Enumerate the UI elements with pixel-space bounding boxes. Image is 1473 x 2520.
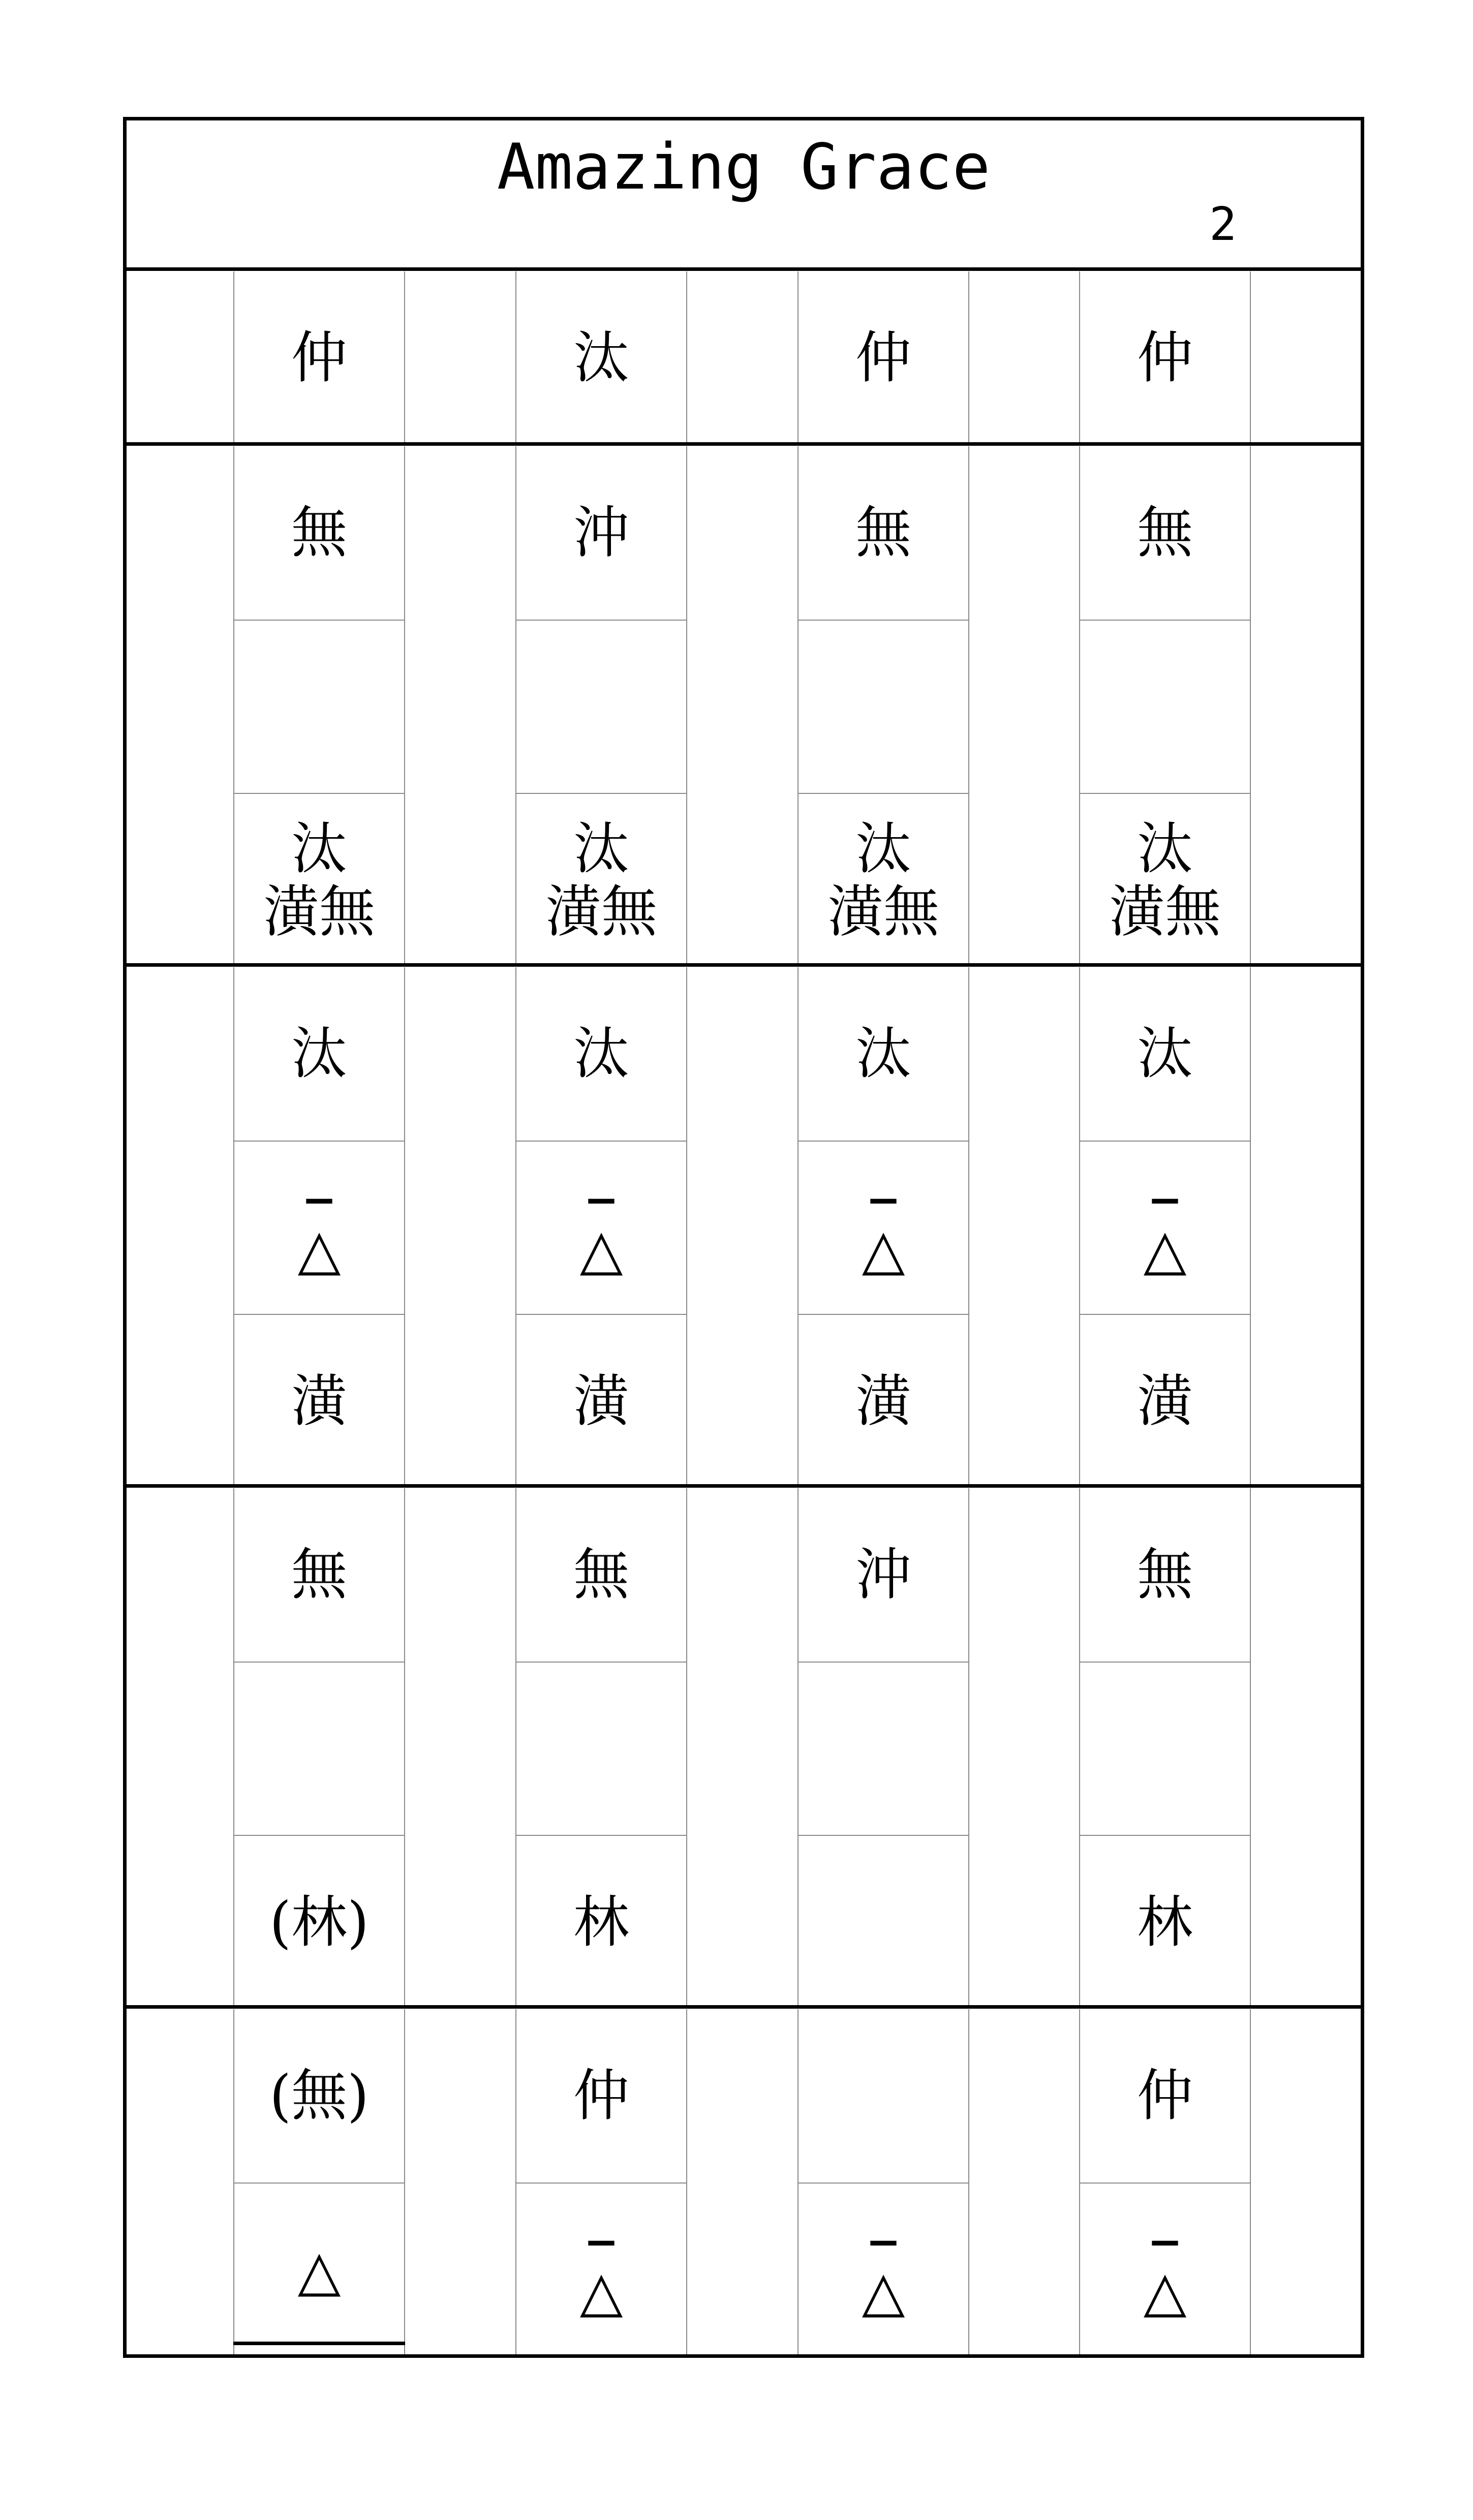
tab-glyph: 沖 [573, 500, 629, 565]
tab-cell [799, 1835, 968, 2009]
string-column [1079, 446, 1251, 963]
tab-glyph: 無 [291, 500, 347, 565]
tab-glyph: 林 [1137, 1889, 1193, 1955]
tab-glyph: 無 [291, 1542, 347, 1607]
tab-cell [234, 2009, 404, 2183]
tab-cell [516, 1141, 686, 1315]
tab-glyph: 無 [1137, 500, 1193, 565]
string-column [797, 2009, 969, 2354]
triangle-mark: △ [1143, 2258, 1187, 2324]
string-column [797, 1488, 969, 2005]
dash-mark: − [301, 1176, 337, 1224]
tab-cell [516, 2183, 686, 2357]
dash-mark: − [1147, 1176, 1183, 1224]
tab-cell [799, 1662, 968, 1836]
dash-mark: − [1147, 2218, 1183, 2266]
tab-cell [234, 2183, 404, 2357]
tab-glyph: 汰 [1137, 1021, 1193, 1086]
tab-cell [799, 2183, 968, 2357]
tab-cell [516, 2009, 686, 2183]
string-column [797, 271, 969, 442]
tab-cell [234, 1314, 404, 1488]
tab-cell [799, 2009, 968, 2183]
tab-cell [234, 1488, 404, 1662]
tab-glyph: 仲 [1137, 325, 1193, 390]
string-column [797, 446, 969, 963]
tab-glyph: 無 [1137, 1542, 1193, 1607]
tab-glyph: 無 [573, 1542, 629, 1607]
ending-underline [233, 2342, 405, 2345]
dash-mark: − [866, 1176, 901, 1224]
triangle-mark: △ [1143, 1216, 1187, 1282]
tab-cell [1080, 2183, 1250, 2357]
tab-cell [1080, 1141, 1250, 1315]
tab-cell [799, 1314, 968, 1488]
tab-cell [1080, 446, 1250, 620]
tab-cell [234, 271, 404, 445]
tab-glyph: 汰 [573, 1021, 629, 1086]
tab-cell [516, 271, 686, 445]
tab-cell [799, 620, 968, 794]
tab-glyph: 汰 [855, 816, 911, 882]
triangle-mark: △ [579, 1216, 623, 1282]
string-column [1079, 967, 1251, 1484]
tab-cell [516, 967, 686, 1141]
tab-glyph: 潢無 [827, 879, 939, 944]
tab-cell [234, 620, 404, 794]
tab-cell [516, 1488, 686, 1662]
tab-cell [1080, 1835, 1250, 2009]
tab-cell [799, 446, 968, 620]
string-column [515, 1488, 687, 2005]
tab-cell [516, 1835, 686, 2009]
tab-glyph: 潢 [1137, 1368, 1193, 1434]
tab-cell [516, 446, 686, 620]
tab-cell [234, 967, 404, 1141]
tab-cell [234, 1662, 404, 1836]
string-column [1079, 2009, 1251, 2354]
string-column [797, 967, 969, 1484]
dash-mark: − [584, 1176, 619, 1224]
string-column [515, 446, 687, 963]
score-sheet [123, 117, 1364, 2358]
triangle-mark: △ [297, 2237, 341, 2303]
string-column [233, 271, 405, 442]
tab-glyph: 汰 [855, 1021, 911, 1086]
page-title: Amazing Grace [497, 131, 991, 204]
title-row [127, 120, 1361, 269]
tab-glyph: 仲 [291, 325, 347, 390]
string-column [515, 271, 687, 442]
tab-glyph: 沖 [855, 1542, 911, 1607]
tab-cell [516, 793, 686, 967]
tab-glyph: 汰 [291, 1021, 347, 1086]
tab-cell [1080, 967, 1250, 1141]
tab-cell [799, 793, 968, 967]
tab-cell [234, 1835, 404, 2009]
page-number: 2 [1209, 198, 1237, 251]
tab-glyph: 無 [855, 500, 911, 565]
dash-mark: − [866, 2218, 901, 2266]
tab-glyph: 潢 [855, 1368, 911, 1434]
string-column [1079, 1488, 1251, 2005]
row-separator [127, 267, 1361, 271]
tab-cell [1080, 793, 1250, 967]
tab-glyph: (林) [269, 1889, 369, 1955]
tab-cell [1080, 271, 1250, 445]
tab-glyph: 仲 [1137, 2063, 1193, 2128]
tab-glyph: 汰 [291, 816, 347, 882]
tab-glyph: (無) [269, 2063, 369, 2128]
tab-cell [1080, 2009, 1250, 2183]
string-column [233, 967, 405, 1484]
tab-glyph: 潢無 [1109, 879, 1221, 944]
tab-glyph: 汰 [573, 816, 629, 882]
triangle-mark: △ [579, 2258, 623, 2324]
string-column [233, 446, 405, 963]
tab-cell [516, 1662, 686, 1836]
triangle-mark: △ [862, 2258, 905, 2324]
tab-cell [516, 1314, 686, 1488]
tab-cell [516, 620, 686, 794]
tab-cell [799, 967, 968, 1141]
string-column [233, 1488, 405, 2005]
tab-cell [234, 446, 404, 620]
tab-cell [799, 1488, 968, 1662]
tab-cell [1080, 1662, 1250, 1836]
dash-mark: − [584, 2218, 619, 2266]
tab-glyph: 潢 [573, 1368, 629, 1434]
triangle-mark: △ [297, 1216, 341, 1282]
tab-cell [234, 793, 404, 967]
tab-cell [799, 271, 968, 445]
string-column [515, 967, 687, 1484]
string-column [515, 2009, 687, 2354]
tab-cell [1080, 1314, 1250, 1488]
tab-glyph: 汰 [1137, 816, 1193, 882]
tab-cell [1080, 1488, 1250, 1662]
tab-cell [799, 1141, 968, 1315]
tab-glyph: 林 [573, 1889, 629, 1955]
tab-glyph: 潢無 [263, 879, 375, 944]
tab-glyph: 潢無 [545, 879, 657, 944]
tab-glyph: 潢 [291, 1368, 347, 1434]
string-column [1079, 271, 1251, 442]
tab-glyph: 汰 [573, 325, 629, 390]
tab-cell [1080, 620, 1250, 794]
tab-glyph: 仲 [573, 2063, 629, 2128]
string-column [233, 2009, 405, 2354]
triangle-mark: △ [862, 1216, 905, 1282]
tab-cell [234, 1141, 404, 1315]
tab-glyph: 仲 [855, 325, 911, 390]
